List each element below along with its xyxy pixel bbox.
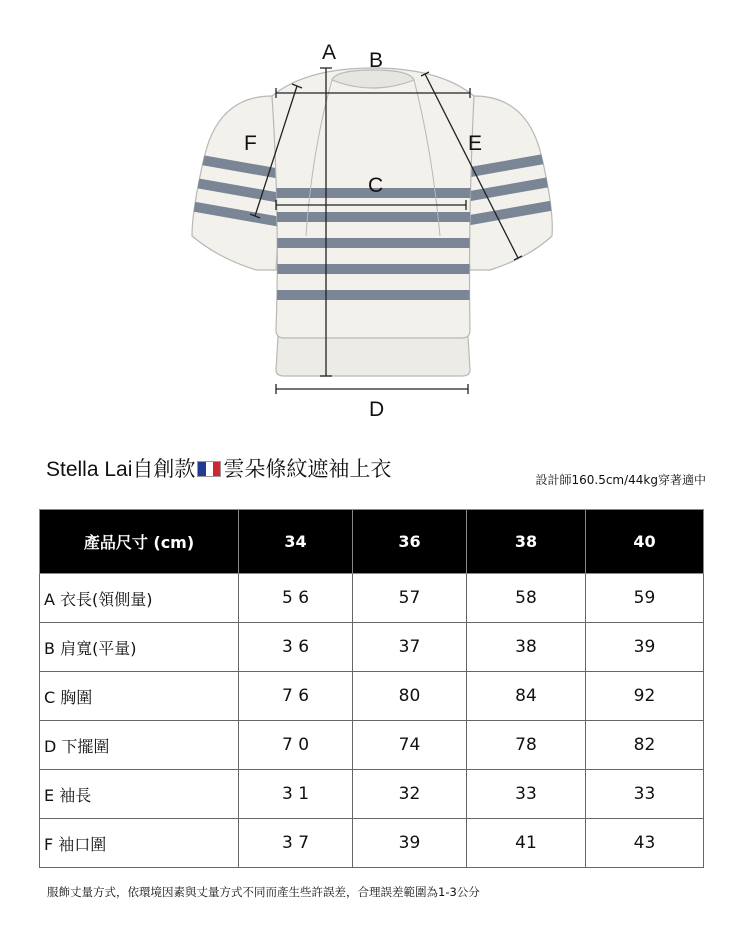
cell-value: 37 [353,623,467,672]
cell-value: 82 [586,721,704,770]
row-label: F 袖口圍 [40,819,239,868]
table-row [40,770,704,819]
row-label: D 下擺圍 [40,721,239,770]
row-label: A 衣長(領側量) [40,574,239,623]
cell-value: 7 6 [239,672,353,721]
row-label: E 袖長 [40,770,239,819]
size-table-header-row [40,510,704,574]
label-e: E [468,132,483,155]
cell-value: 74 [353,721,467,770]
cell-value: 57 [353,574,467,623]
france-flag-icon [197,461,221,477]
label-a: A [322,41,337,64]
product-title-suffix: 雲朵條紋遮袖上衣 [223,458,392,481]
cell-value: 3 7 [239,819,353,868]
cell-value: 7 0 [239,721,353,770]
header-size-40: 40 [586,510,704,574]
header-size-36: 36 [353,510,467,574]
cell-value: 33 [586,770,704,819]
table-row [40,672,704,721]
cell-value: 78 [467,721,586,770]
cell-value: 38 [467,623,586,672]
label-d: D [369,398,385,421]
title-row [46,455,706,489]
label-c: C [368,174,384,197]
shirt-illustration [180,68,566,376]
cell-value: 39 [353,819,467,868]
row-label: C 胸圍 [40,672,239,721]
cell-value: 3 1 [239,770,353,819]
garment-measurement-diagram [0,0,750,440]
cell-value: 3 6 [239,623,353,672]
row-label: B 肩寬(平量) [40,623,239,672]
table-row [40,721,704,770]
label-b: B [369,49,384,72]
table-row [40,819,704,868]
cell-value: 84 [467,672,586,721]
cell-value: 43 [586,819,704,868]
header-size-38: 38 [467,510,586,574]
cell-value: 32 [353,770,467,819]
cell-value: 39 [586,623,704,672]
measurement-footnote: 服飾丈量方式，依環境因素與丈量方式不同而產生些許誤差，合理誤差範圍為1-3公分 [47,885,480,899]
cell-value: 5 6 [239,574,353,623]
cell-value: 80 [353,672,467,721]
label-f: F [244,132,257,155]
product-title [46,455,391,485]
table-row [40,623,704,672]
header-size-label: 產品尺寸 (cm) [40,510,239,574]
cell-value: 33 [467,770,586,819]
header-size-34: 34 [239,510,353,574]
cell-value: 59 [586,574,704,623]
size-table [39,509,704,868]
product-title-prefix: Stella Lai自創款 [46,458,196,481]
cell-value: 41 [467,819,586,868]
designer-fit-note: 設計師160.5cm/44kg穿著適中 [535,473,706,487]
cell-value: 92 [586,672,704,721]
cell-value: 58 [467,574,586,623]
table-row [40,574,704,623]
